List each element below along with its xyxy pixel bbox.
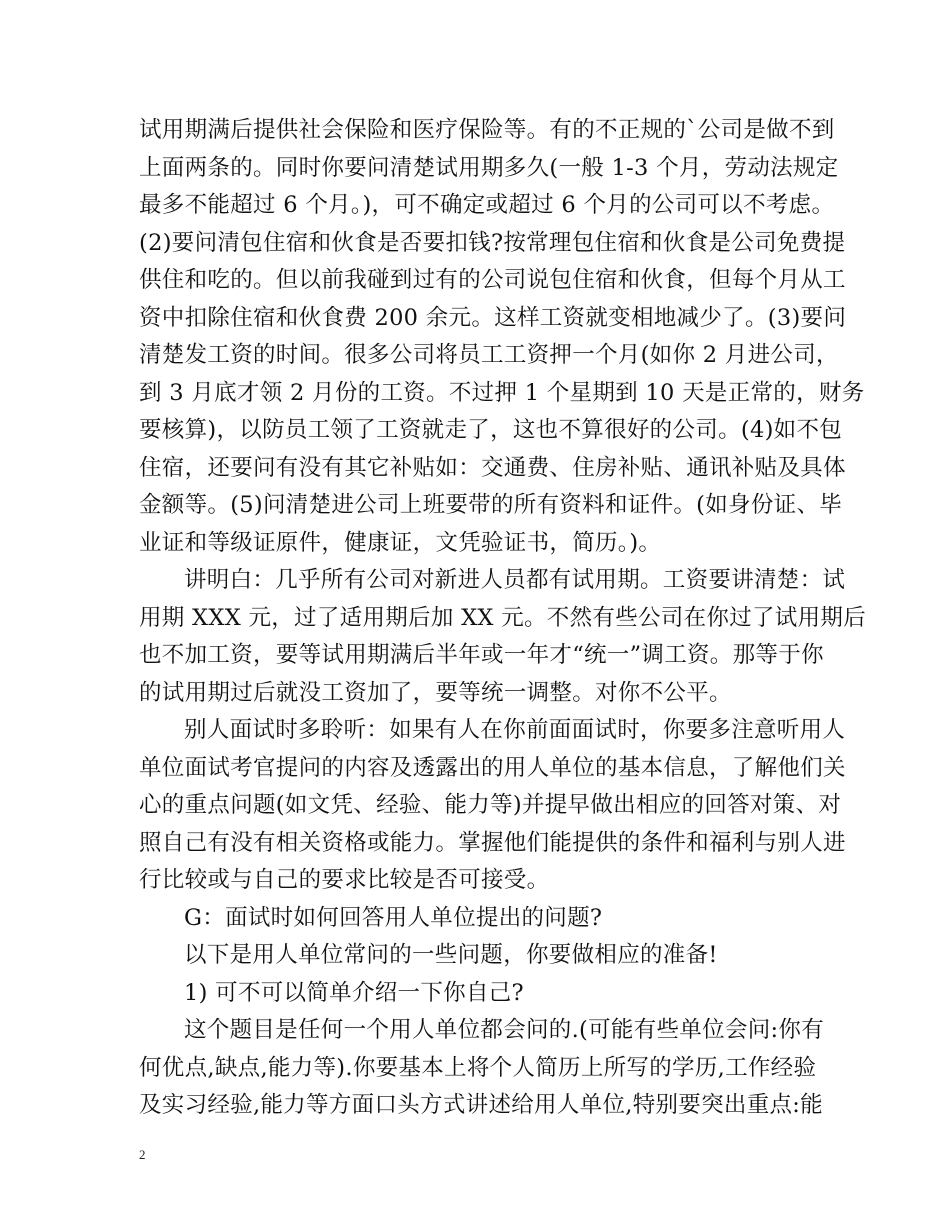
text-line: 用期 XXX 元，过了适用期后加 XX 元。不然有些公司在你过了试用期后 bbox=[139, 604, 866, 631]
text-line: 供住和吃的。但以前我碰到过有的公司说包住宿和伙食，但每个月从工 bbox=[139, 267, 846, 293]
paragraph bbox=[139, 562, 866, 712]
paragraph bbox=[139, 937, 819, 975]
text-line: 1) 可不可以简单介绍一下你自己? bbox=[184, 979, 524, 1006]
text-line: 行比较或与自己的要求比较是否可接受。 bbox=[139, 867, 550, 893]
text-line: 业证和等级证原件，健康证，文凭验证书，简历。)。 bbox=[139, 529, 662, 556]
paragraph bbox=[139, 900, 819, 938]
text-line: 要核算)，以防员工领了工资就走了，这也不算很好的公司。(4)如不包 bbox=[139, 417, 843, 443]
text-line: 上面两条的。同时你要问清楚试用期多久(一般 1-3 个月，劳动法规定 bbox=[139, 154, 839, 181]
text-line: (2)要问清包住宿和伙食是否要扣钱?按常理包住宿和伙食是公司免费提 bbox=[139, 229, 846, 256]
text-line: 也不加工资，要等试用期满后半年或一年才“统一”调工资。那等于你 bbox=[139, 642, 824, 668]
text-line: 这个题目是任何一个用人单位都会问的.(可能有些单位会问:你有 bbox=[184, 1017, 825, 1043]
paragraph bbox=[139, 712, 846, 900]
page-number: 2 bbox=[139, 1147, 146, 1162]
body-text bbox=[139, 112, 866, 1125]
text-line: G：面试时如何回答用人单位提出的问题? bbox=[184, 904, 603, 931]
text-line: 单位面试考官提问的内容及透露出的用人单位的基本信息，了解他们关 bbox=[139, 754, 846, 781]
text-line: 心的重点问题(如文凭、经验、能力等)并提早做出相应的回答对策、对 bbox=[139, 792, 842, 818]
text-line: 何优点,缺点,能力等).你要基本上将个人简历上所写的学历,工作经验 bbox=[139, 1054, 817, 1081]
text-line: 的试用期过后就没工资加了，要等统一调整。对你不公平。 bbox=[139, 679, 732, 706]
text-line: 清楚发工资的时间。很多公司将员工工资押一个月(如你 2 月进公司， bbox=[139, 342, 839, 368]
paragraph bbox=[139, 975, 819, 1013]
text-line: 资中扣除住宿和伙食费 200 余元。这样工资就变相地减少了。(3)要问 bbox=[139, 304, 847, 331]
paragraph bbox=[139, 112, 865, 562]
text-line: 住宿，还要问有没有其它补贴如：交通费、住房补贴、通讯补贴及具体 bbox=[139, 454, 846, 481]
text-line: 照自己有没有相关资格或能力。掌握他们能提供的条件和福利与别人进 bbox=[139, 829, 846, 856]
text-line: 讲明白：几乎所有公司对新进人员都有试用期。工资要讲清楚：试 bbox=[184, 567, 846, 593]
text-line: 别人面试时多聆听：如果有人在你前面面试时，你要多注意听用人 bbox=[184, 717, 846, 743]
text-line: 到 3 月底才领 2 月份的工资。不过押 1 个星期到 10 天是正常的，财务 bbox=[139, 379, 865, 406]
text-line: 最多不能超过 6 个月。)，可不确定或超过 6 个月的公司可以不考虑。 bbox=[139, 192, 835, 218]
text-line: 试用期满后提供社会保险和医疗保险等。有的不正规的`公司是做不到 bbox=[139, 117, 835, 143]
text-line: 以下是用人单位常问的一些问题，你要做相应的准备! bbox=[184, 942, 718, 968]
paragraph bbox=[139, 1012, 825, 1125]
text-line: 金额等。(5)问清楚进公司上班要带的所有资料和证件。(如身份证、毕 bbox=[139, 492, 843, 518]
text-line: 及实习经验,能力等方面口头方式讲述给用人单位,特别要突出重点:能 bbox=[139, 1092, 823, 1118]
